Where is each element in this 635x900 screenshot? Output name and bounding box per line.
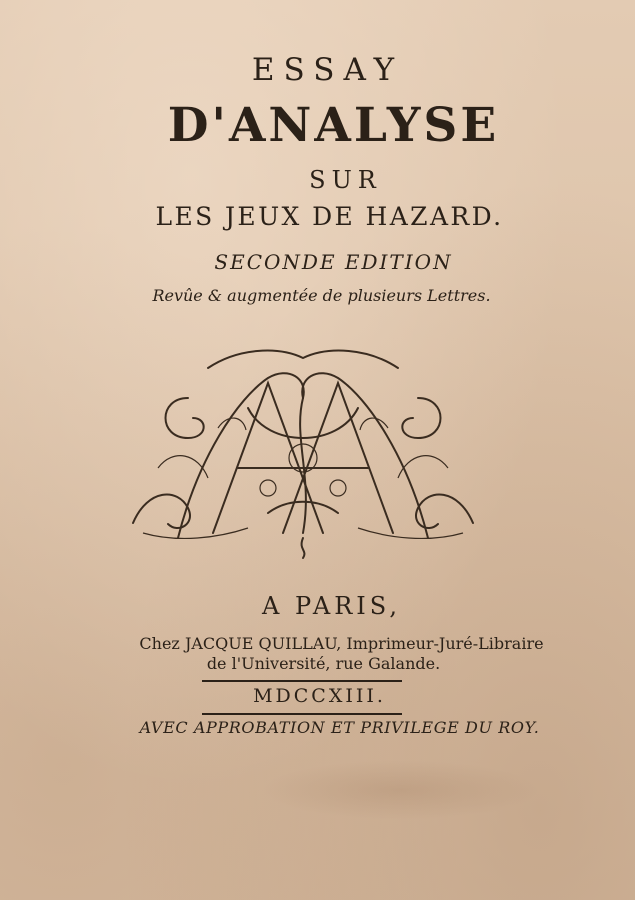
privilege-statement: AVEC APPROBATION ET PRIVILEGE DU ROY.: [139, 718, 540, 737]
monogram-ornament: [118, 338, 488, 563]
title-line-jeux-de-hazard: LES JEUX DE HAZARD.: [155, 202, 504, 231]
ink-bleed-through: [260, 760, 540, 820]
imprint-address: de l'Université, rue Galande.: [206, 654, 441, 673]
imprint-year: MDCCXIII.: [253, 685, 386, 707]
date-rule-top: [202, 680, 402, 682]
edition-subtitle: Revûe & augmentée de plusieurs Lettres.: [152, 286, 491, 305]
edition-statement: SECONDE EDITION: [214, 250, 453, 274]
title-line-sur: SUR: [309, 166, 382, 194]
title-line-analyse: D'ANALYSE: [167, 98, 500, 153]
date-rule-bottom: [202, 713, 402, 715]
title-line-essay: ESSAY: [251, 52, 404, 88]
imprint-city: A PARIS,: [261, 592, 401, 620]
imprint-publisher: Chez JACQUE QUILLAU, Imprimeur-Juré-Libraire: [139, 634, 544, 653]
